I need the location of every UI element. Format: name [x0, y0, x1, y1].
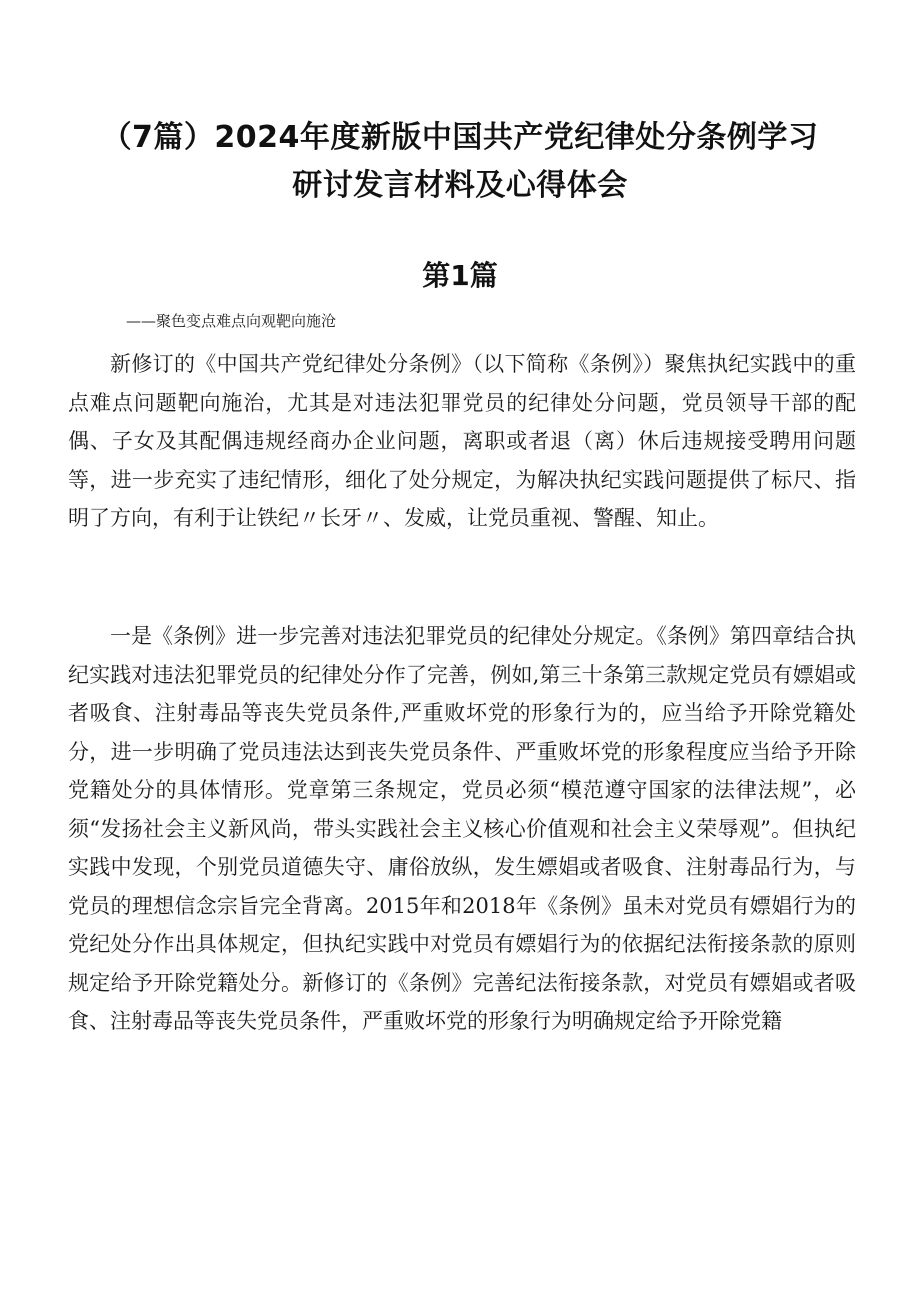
paragraph-2: 一是《条例》进一步完善对违法犯罪党员的纪律处分规定。《条例》第四章结合执纪实践对违法犯罪党员的纪律处分作了完善，例如,第三十条第三款规定党员有嫖娼或者吸食、注射毒品等丧失党员条件,严重败坏党的形象行为的，应当给予开除党籍处分，进一步明确了党员违法达到丧失党员条件、严重败坏党的形象程度应当给予开除党籍处分的具体情形。党章第三条规定，党员必须“模范遵守国家的法律法规”，必须“发扬社会主义新风尚，带头实践社会主义核心价值观和社会主义荣辱观”。但执纪实践中发现，个别党员道德失守、庸俗放纵，发生嫖娼或者吸食、注射毒品行为，与党员的理想信念宗旨完全背离。2015年和2018年《条例》虽未对党员有嫖娼行为的党纪处分作出具体规定，但执纪实践中对党员有嫖娼行为的依据纪法衔接条款的原则规定给予开除党籍处分。新修订的《条例》完善纪法衔接条款，对党员有嫖娼或者吸食、注射毒品等丧失党员条件，严重败坏党的形象行为明确规定给予开除党籍	[68, 624, 856, 1033]
document-title-line-2: 研讨发言材料及心得体会	[292, 168, 628, 203]
section-heading: 第1篇	[422, 259, 498, 292]
paragraph-1: 新修订的《中国共产党纪律处分条例》（以下简称《条例》）聚焦执纪实践中的重点难点问题靶向施治，尤其是对违法犯罪党员的纪律处分问题，党员领导干部的配偶、子女及其配偶违规经商办企业问题，离职或者退（离）休后违规接受聘用问题等，进一步充实了违纪情形，细化了处分规定，为解决执纪实践问题提供了标尺、指明了方向，有利于让铁纪〃长牙〃、发威，让党员重视、警醒、知止。	[68, 352, 856, 530]
section-subtitle: ——聚色变点难点向观靶向施沧	[126, 312, 337, 330]
document-title-line-1: （7篇）2024年度新版中国共产党纪律处分条例学习	[101, 120, 819, 155]
